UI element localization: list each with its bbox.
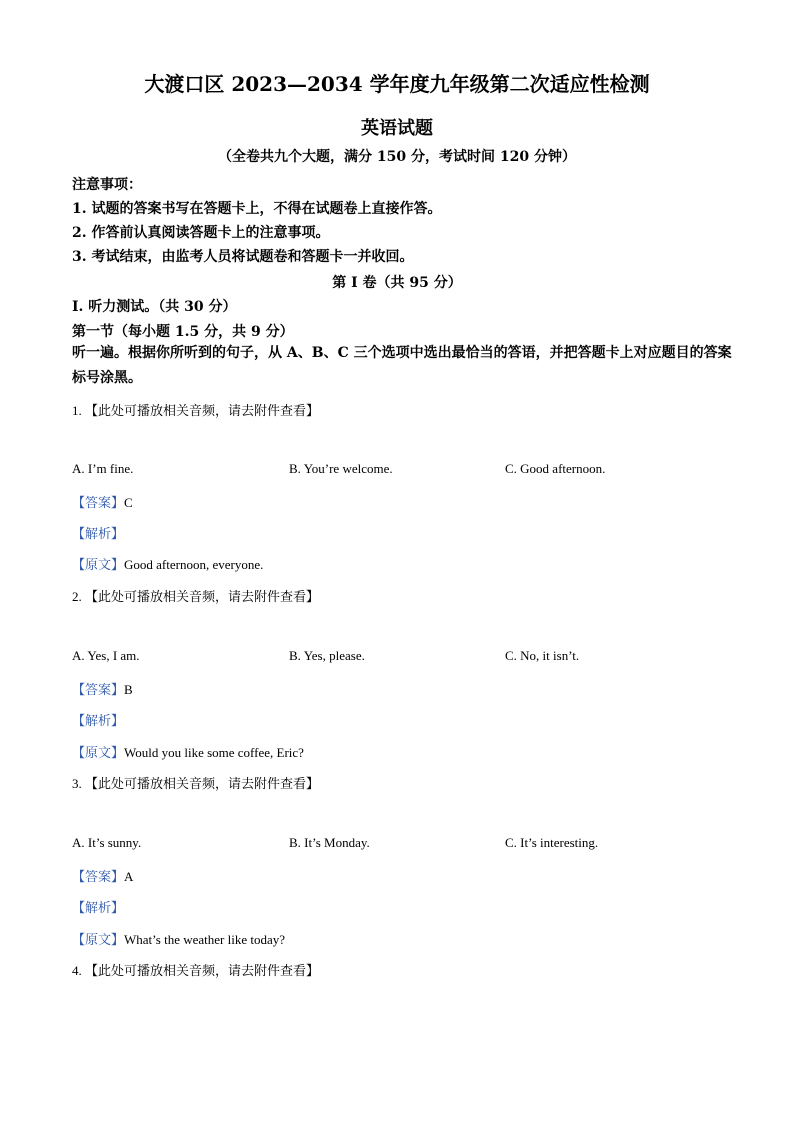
exam-title: 大渡口区 2023—2034 学年度九年级第二次适应性检测 [144,72,650,96]
answer-value: A [124,869,134,884]
analysis-label: 【解析】 [72,901,125,916]
question-number: 2. [72,589,82,604]
answer-row [72,866,133,885]
option-c: C. Good afternoon. [505,461,606,476]
exam-info: （全卷共九个大题，满分 150 分，考试时间 120 分钟） [218,149,576,165]
option-b: B. You’re welcome. [289,461,393,476]
original-label: 【原文】 [72,933,125,948]
original-row [72,742,304,761]
original-text: What’s the weather like today? [124,932,286,947]
original-row [72,554,263,573]
audio-placeholder[interactable]: 【此处可播放相关音频，请去附件查看】 [85,776,320,791]
answer-row [72,492,133,511]
analysis-label: 【解析】 [72,714,125,729]
note-item: 3. 考试结束，由监考人员将试题卷和答题卡一并收回。 [72,249,414,265]
instruction: 听一遍。根据你所听到的句子，从 A、B、C 三个选项中选出最恰当的答语，并把答题卡上对应题目的答案标号涂黑。 [72,345,732,386]
option-b: B. Yes, please. [289,648,365,663]
original-text: Good afternoon, everyone. [124,557,264,572]
part-title: 第一节（每小题 1.5 分，共 9 分） [72,324,294,340]
audio-placeholder[interactable]: 【此处可播放相关音频，请去附件查看】 [85,589,320,604]
original-text: Would you like some coffee, Eric? [124,745,304,760]
question-number: 4. [72,963,82,978]
note-item: 2. 作答前认真阅读答题卡上的注意事项。 [72,225,330,241]
analysis-row [72,897,124,916]
question-number: 3. [72,776,82,791]
answer-row [72,679,133,698]
answer-value: C [124,495,133,510]
answer-label: 【答案】 [72,870,125,885]
analysis-row [72,710,124,729]
option-b: B. It’s Monday. [289,835,370,850]
audio-placeholder[interactable]: 【此处可播放相关音频，请去附件查看】 [85,963,320,978]
original-row [72,929,285,948]
option-a: A. Yes, I am. [72,648,140,663]
analysis-row [72,523,124,542]
note-item: 1. 试题的答案书写在答题卡上，不得在试题卷上直接作答。 [72,201,442,217]
original-label: 【原文】 [72,746,125,761]
answer-label: 【答案】 [72,496,125,511]
question-2 [72,586,319,605]
answer-label: 【答案】 [72,683,125,698]
question-1 [72,400,319,419]
answer-value: B [124,682,133,697]
subject-title: 英语试题 [361,118,433,139]
option-c: C. No, it isn’t. [505,648,580,663]
notes-heading: 注意事项： [72,177,142,193]
section-title: Ⅰ. 听力测试。（共 30 分） [72,299,237,315]
question-3 [72,773,319,792]
option-a: A. I’m fine. [72,461,134,476]
option-a: A. It’s sunny. [72,835,142,850]
audio-placeholder[interactable]: 【此处可播放相关音频，请去附件查看】 [85,403,320,418]
option-c: C. It’s interesting. [505,835,599,850]
volume-heading: 第 I 卷（共 95 分） [332,275,462,291]
question-4 [72,960,319,979]
question-number: 1. [72,403,82,418]
analysis-label: 【解析】 [72,527,125,542]
original-label: 【原文】 [72,558,125,573]
